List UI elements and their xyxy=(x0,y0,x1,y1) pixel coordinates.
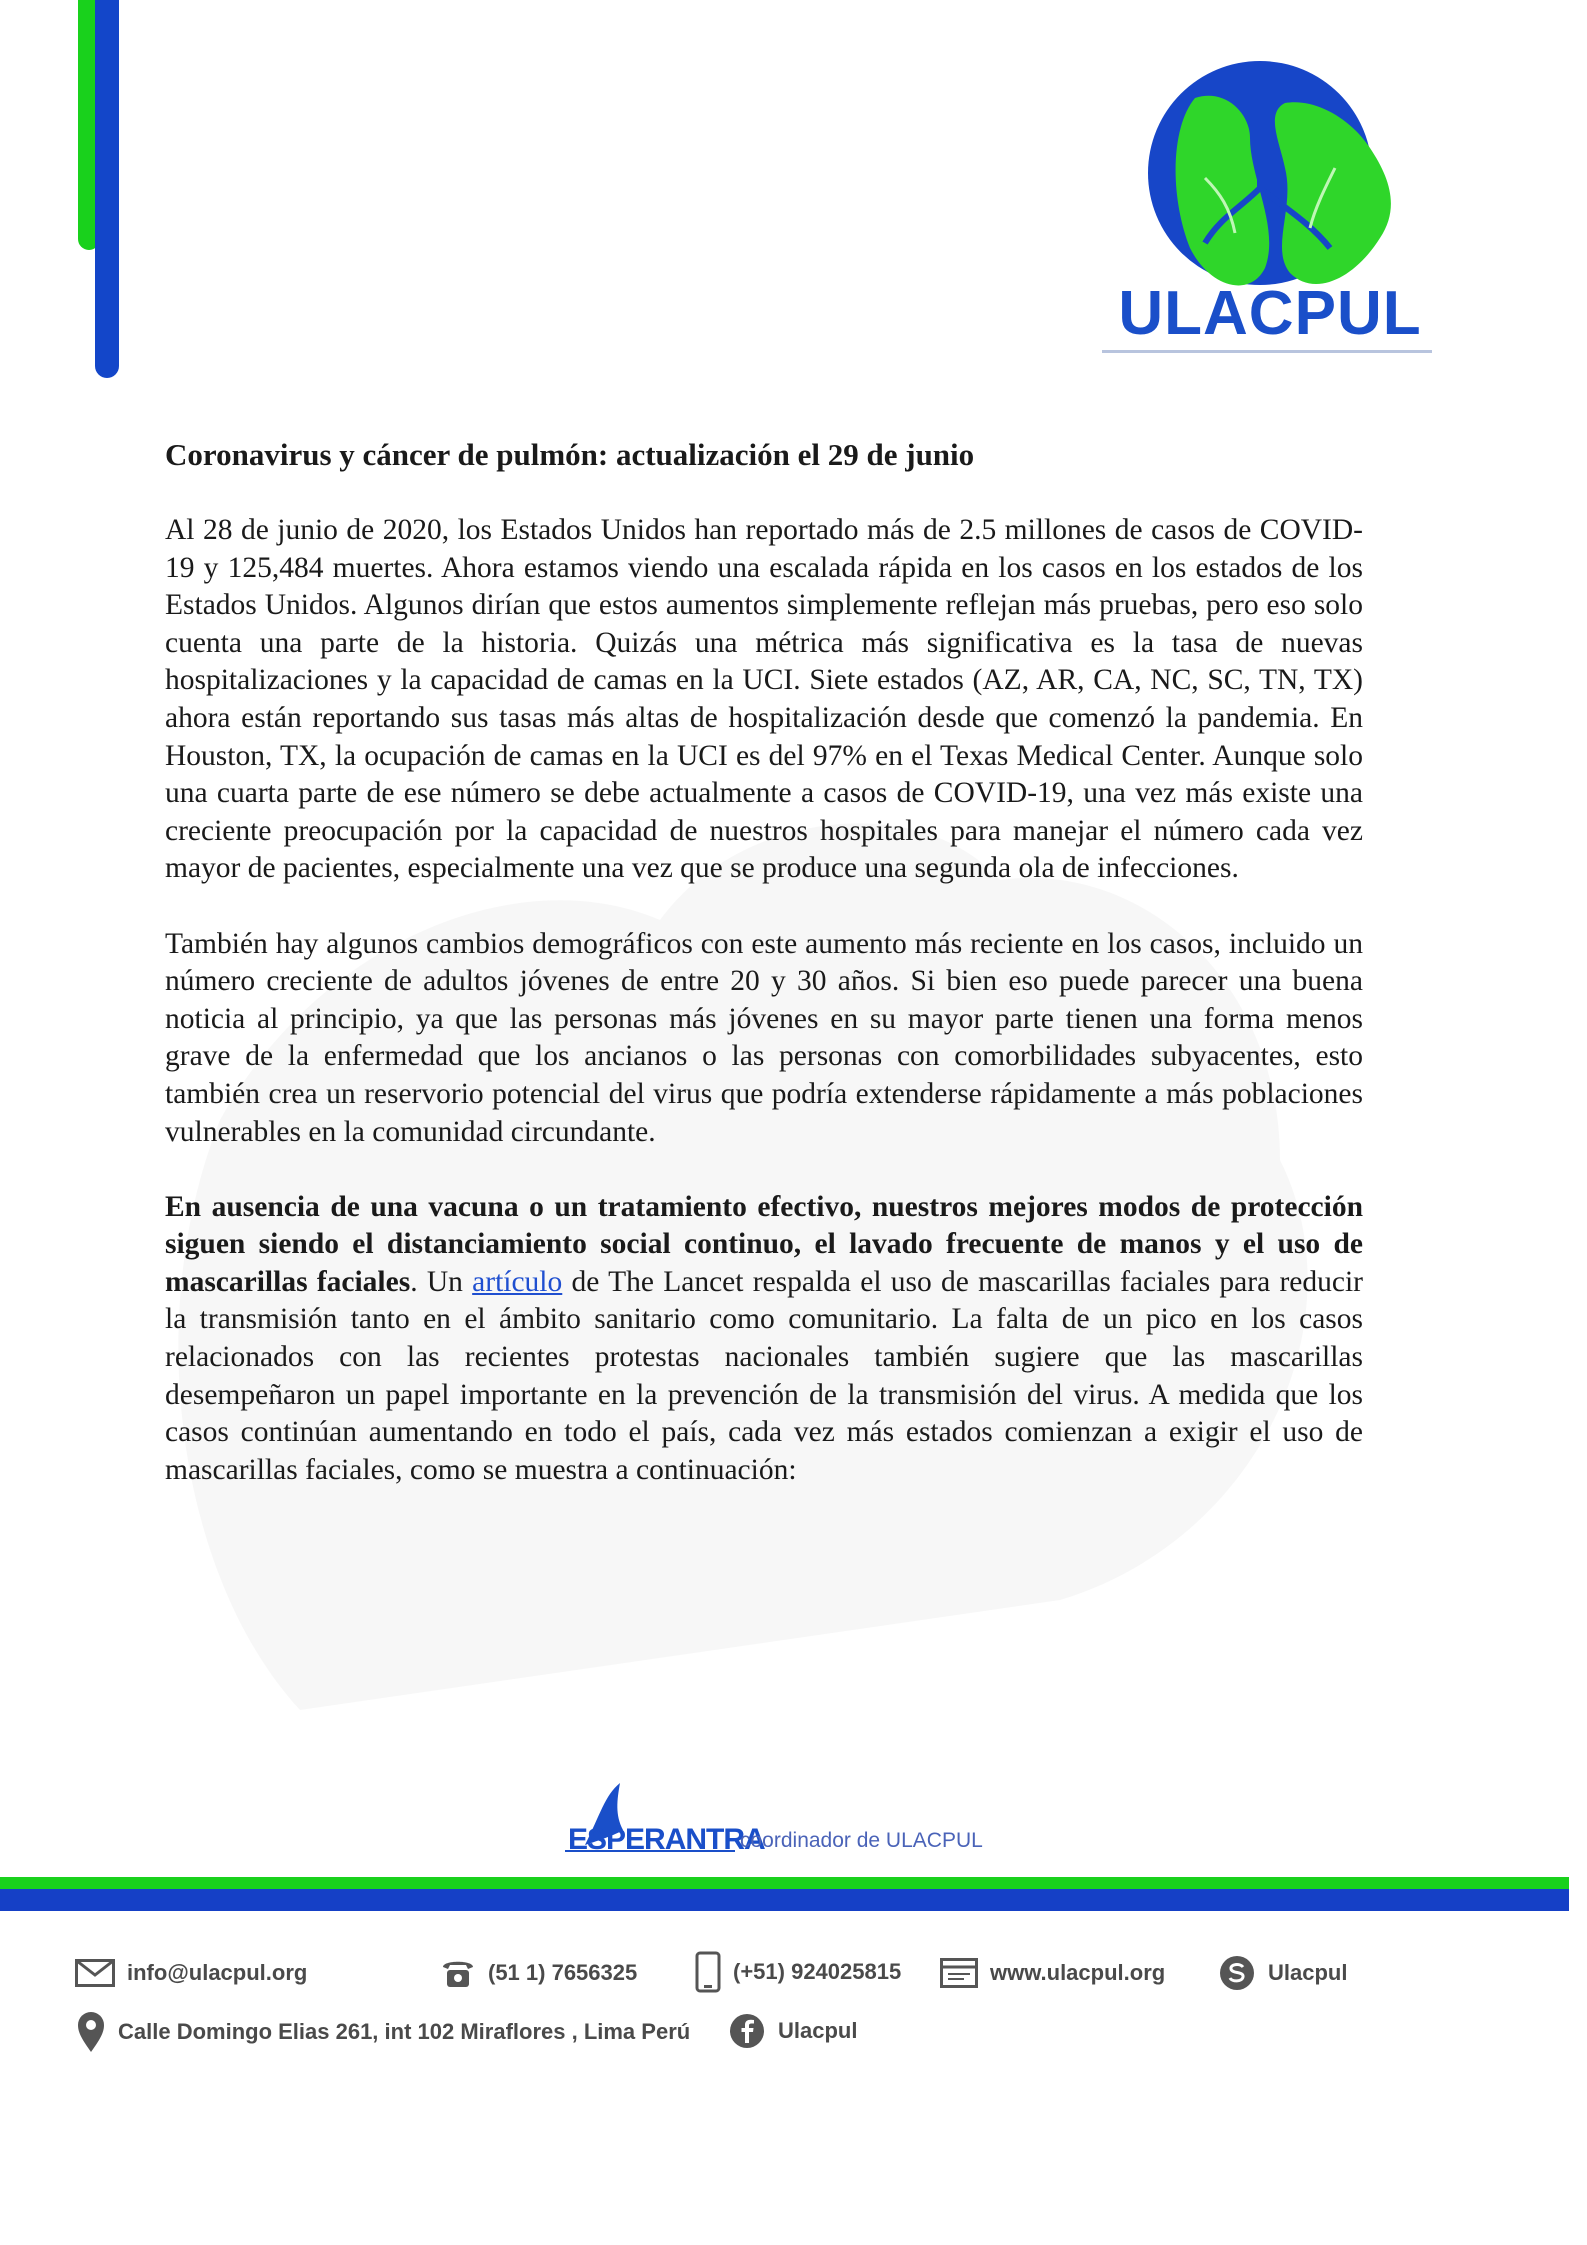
address-text: Calle Domingo Elias 261, int 102 Miraflores , Lima Perú xyxy=(118,2019,691,2044)
phone-text: (51 1) 7656325 xyxy=(488,1960,638,1985)
mobile-phone-icon xyxy=(695,1951,721,1993)
website-text: www.ulacpul.org xyxy=(990,1960,1166,1985)
email-text: info@ulacpul.org xyxy=(127,1960,308,1985)
paragraph-3 xyxy=(165,1189,1363,1490)
decorative-blue-bar xyxy=(95,0,119,378)
contact-address[interactable] xyxy=(76,2010,690,2054)
article-title: Coronavirus y cáncer de pulmón: actualización el 29 de junio xyxy=(165,437,975,472)
contact-email[interactable] xyxy=(75,1959,307,1987)
partner-caption: coordinador de ULACPUL xyxy=(740,1829,983,1852)
contact-skype[interactable] xyxy=(1218,1954,1347,1992)
footer-blue-stripe xyxy=(0,1889,1569,1911)
contact-phone[interactable] xyxy=(440,1955,637,1991)
skype-text: Ulacpul xyxy=(1268,1960,1348,1985)
browser-window-icon xyxy=(940,1958,978,1988)
partner-name: ESPERANTRA xyxy=(568,1823,765,1856)
brand-name: ULACPUL xyxy=(1118,279,1422,348)
paragraph-3-connector: . Un xyxy=(410,1265,473,1298)
location-pin-icon xyxy=(76,2010,106,2054)
paragraph-1: Al 28 de junio de 2020, los Estados Unidos han reportado más de 2.5 millones de casos de COVID-19 y 125,484 muertes. Ahora estamos viendo una escalada rápida en los casos en los estados de los Estados Unidos. Algunos dirían que estos aumentos simplemente reflejan más pruebas, pero eso solo cuenta una parte de la historia. Quizás una métrica más significativa es la tasa de nuevas hospitalizaciones y la capacidad de camas en la UCI. Siete estados (AZ, AR, CA, NC, SC, TN, TX) ahora están reportando sus tasas más altas de hospitalización desde que comenzó la pandemia. En Houston, TX, la ocupación de camas en la UCI es del 97% en el Texas Medical Center. Aunque solo una cuarta parte de ese número se debe actualmente a casos de COVID-19, una vez más existe una creciente preocupación por la capacidad de nuestros hospitales para manejar el número cada vez mayor de pacientes, especialmente una vez que se produce una segunda ola de infecciones. xyxy=(165,514,1363,885)
facebook-text: Ulacpul xyxy=(778,2018,858,2043)
skype-icon xyxy=(1218,1954,1256,1992)
article-body xyxy=(165,512,1363,1527)
facebook-icon xyxy=(728,2012,766,2050)
contact-website[interactable] xyxy=(940,1958,1165,1988)
paragraph-3-rest: de The Lancet respalda el uso de mascarillas faciales para reducir la transmisión tanto en el ámbito sanitario como comunitario. La falta de un pico en los casos relacionados con las recientes protestas nacionales también sugiere que las mascarillas desempeñaron un papel importante en la prevención de la transmisión del virus. A medida que los casos continúan aumentando en todo el país, cada vez más estados comienzan a exigir el uso de mascarillas faciales, como se muestra a continuación: xyxy=(165,1265,1363,1486)
envelope-icon xyxy=(75,1959,115,1987)
contact-mobile[interactable] xyxy=(695,1951,901,1993)
mobile-text: (+51) 924025815 xyxy=(733,1959,902,1984)
brand-tagline xyxy=(1102,349,1432,355)
lancet-article-link[interactable]: artículo xyxy=(472,1265,563,1298)
contact-facebook[interactable] xyxy=(728,2012,857,2050)
telephone-icon xyxy=(440,1955,476,1991)
footer-green-stripe xyxy=(0,1877,1569,1889)
paragraph-3-bold: En ausencia de una vacuna o un tratamiento efectivo, nuestros mejores modos de protección siguen siendo el distanciamiento social continuo, el lavado frecuente de manos y el uso de mascarillas faciales xyxy=(165,1190,1363,1298)
paragraph-2: También hay algunos cambios demográficos con este aumento más reciente en los casos, incluido un número creciente de adultos jóvenes de entre 20 y 30 años. Si bien eso puede parecer una buena noticia al principio, ya que las personas más jóvenes en su mayor parte tienen una forma menos grave de la enfermedad que los ancianos o las personas con comorbilidades subyacentes, esto también crea un reservorio potencial del virus que podría extenderse rápidamente a más poblaciones vulnerables en la comunidad circundante. xyxy=(165,927,1363,1148)
